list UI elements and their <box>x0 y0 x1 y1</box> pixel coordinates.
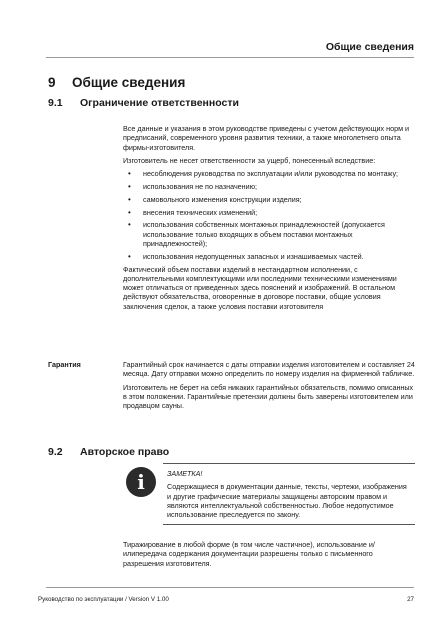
note-text: Содержащиеся в документации данные, тексты, чертежи, изображения и другие графические материалы защищены авторским правом и являются интеллектуальной собственностью. Любое недопустимое использование преследуется по закону. <box>167 482 407 520</box>
subsection-number: 9.2 <box>48 446 63 458</box>
warranty-text-2: Изготовитель не берет на себя никаких гарантийных обязательств, помимо описанных в этом положении. Гарантийные претензии должны быть заверены изготовителем или продавцом сауны. <box>123 382 414 411</box>
subsection-number: 9.1 <box>48 97 63 109</box>
list-item: • использования не по назначению; <box>123 182 415 191</box>
liability-lead: Изготовитель не несет ответственности за ущерб, понесенный вследствие: <box>123 155 376 165</box>
list-item: • использования собственных монтажных принадлежностей (допускается использование только входящих в объем поставки монтажных принадлежностей); <box>123 220 415 248</box>
header-title: Общие сведения <box>325 41 414 53</box>
note-bottom-divider <box>163 524 415 525</box>
liability-body <box>123 124 415 315</box>
copyright-body <box>123 540 415 572</box>
section-heading <box>48 75 185 90</box>
header-divider <box>46 57 414 58</box>
list-item: • использования недопущенных запасных и изнашиваемых частей. <box>123 252 415 261</box>
copyright-text: Тиражирование в любой форме (в том числе частичное), использование и/илипередача содержания документации разрешены только с письменного разрешения изготовителя. <box>123 540 375 568</box>
warranty-text-1: Гарантийный срок начинается с даты отправки изделия изготовителем и составляет 24 месяца. Дату отправки можно определить по номеру изделия на фирменной табличке. <box>123 360 415 379</box>
subsection-heading-copyright <box>48 446 169 458</box>
footer-doc-title: Руководство по эксплуатации / Version V 1.00 <box>38 596 169 603</box>
warranty-body <box>123 360 415 414</box>
info-icon: i <box>126 467 156 497</box>
list-item: • самовольного изменения конструкции изделия; <box>123 195 415 204</box>
section-title: Общие сведения <box>72 75 186 90</box>
note-title: ЗАМЕТКА! <box>167 469 203 478</box>
footer-divider <box>46 587 414 588</box>
list-item: • внесения технических изменений; <box>123 208 415 217</box>
list-item: • несоблюдения руководства по эксплуатации и/или руководства по монтажу; <box>123 169 415 178</box>
subsection-heading-liability <box>48 97 239 109</box>
section-number: 9 <box>48 75 56 90</box>
page-number: 27 <box>407 596 414 603</box>
warranty-label: Гарантия <box>48 360 81 369</box>
subsection-title: Ограничение ответственности <box>80 97 239 109</box>
note-top-divider <box>163 463 415 464</box>
note-box <box>167 469 411 519</box>
liability-list <box>123 169 415 261</box>
liability-closing: Фактический объем поставки изделий в нестандартном исполнении, с дополнительными комплектующими или последними техническими изменениями может отличаться от приведенных здесь пояснений и изображений. В остальном действуют обязательства, оговоренные в договоре поставки, общие условия заключения сделок, а также условия поставки изготовителя <box>123 264 397 311</box>
subsection-title: Авторское право <box>80 446 170 458</box>
liability-intro: Все данные и указания в этом руководстве приведены с учетом действующих норм и предписаний, современного уровня развития техники, а также многолетнего опыта фирмы-изготовителя. <box>123 124 410 152</box>
